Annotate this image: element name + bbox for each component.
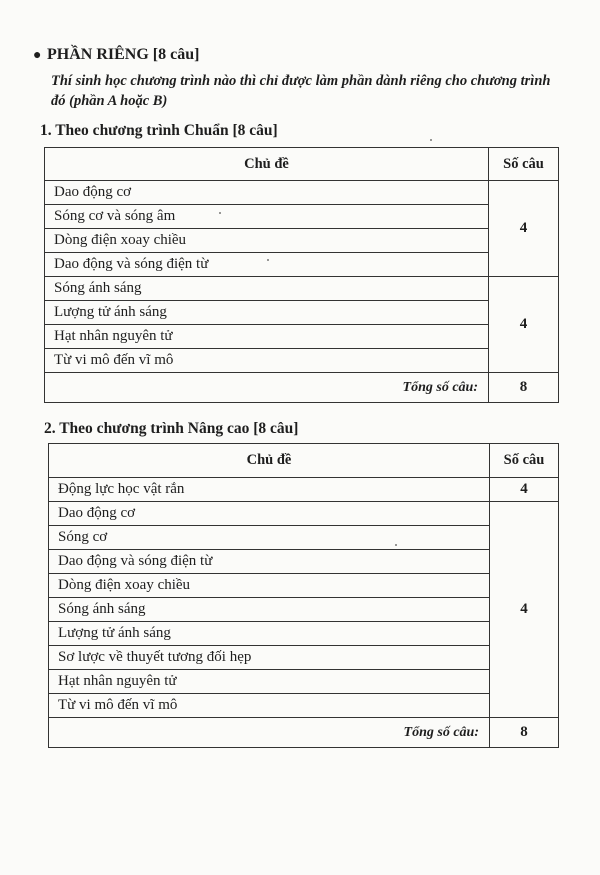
total-value: 8	[489, 373, 559, 403]
topic-cell: Lượng tử ánh sáng	[49, 622, 490, 646]
table-row	[49, 694, 559, 718]
total-row	[45, 373, 559, 403]
standard-program-table	[44, 147, 559, 403]
table-row	[49, 670, 559, 694]
table-row	[45, 205, 559, 229]
table-header-row	[49, 444, 559, 478]
count-cell: 4	[490, 478, 559, 502]
table-row	[49, 622, 559, 646]
total-row	[49, 718, 559, 748]
topic-cell: Từ vi mô đến vĩ mô	[49, 694, 490, 718]
topic-cell: Sóng ánh sáng	[45, 277, 489, 301]
table-row	[49, 478, 559, 502]
table-row	[45, 181, 559, 205]
topic-cell: Sóng ánh sáng	[49, 598, 490, 622]
topic-cell: Hạt nhân nguyên tử	[49, 670, 490, 694]
topic-cell: Lượng tử ánh sáng	[45, 301, 489, 325]
count-cell: 4	[490, 502, 559, 718]
table-row	[45, 301, 559, 325]
count-cell: 4	[489, 181, 559, 277]
section-heading	[33, 46, 199, 64]
table-row	[49, 502, 559, 526]
table-row	[49, 574, 559, 598]
total-label: Tổng số câu:	[45, 373, 489, 403]
table-row	[45, 349, 559, 373]
table-row	[49, 646, 559, 670]
col-header-count: Số câu	[489, 148, 559, 181]
advanced-program-title: 2. Theo chương trình Nâng cao [8 câu]	[44, 420, 299, 437]
table-row	[45, 229, 559, 253]
topic-cell: Sóng cơ và sóng âm	[45, 205, 489, 229]
topic-cell: Dao động cơ	[45, 181, 489, 205]
table-row	[49, 550, 559, 574]
topic-cell: Dao động cơ	[49, 502, 490, 526]
section-title: PHẦN RIÊNG [8 câu]	[47, 46, 200, 63]
table-row	[45, 277, 559, 301]
scan-speck	[430, 139, 432, 141]
topic-cell: Từ vi mô đến vĩ mô	[45, 349, 489, 373]
table-row	[45, 253, 559, 277]
col-header-topic: Chủ đề	[49, 444, 490, 478]
topic-cell: Sơ lược về thuyết tương đối hẹp	[49, 646, 490, 670]
scan-speck	[267, 259, 269, 261]
topic-cell: Động lực học vật rắn	[49, 478, 490, 502]
scan-speck	[219, 212, 221, 214]
total-value: 8	[490, 718, 559, 748]
topic-cell: Dòng điện xoay chiều	[49, 574, 490, 598]
scan-speck	[395, 544, 397, 546]
table-row	[49, 598, 559, 622]
topic-cell: Dao động và sóng điện từ	[49, 550, 490, 574]
col-header-topic: Chủ đề	[45, 148, 489, 181]
total-label: Tổng số câu:	[49, 718, 490, 748]
bullet-icon: ●	[33, 48, 42, 63]
standard-program-title: 1. Theo chương trình Chuẩn [8 câu]	[40, 122, 278, 139]
count-cell: 4	[489, 277, 559, 373]
table-header-row	[45, 148, 559, 181]
advanced-program-table	[48, 443, 559, 748]
topic-cell: Sóng cơ	[49, 526, 490, 550]
topic-cell: Dòng điện xoay chiều	[45, 229, 489, 253]
table-row	[45, 325, 559, 349]
col-header-count: Số câu	[490, 444, 559, 478]
section-instruction: Thí sinh học chương trình nào thì chỉ được làm phần dành riêng cho chương trình đó (phần A hoặc B)	[51, 73, 551, 109]
topic-cell: Hạt nhân nguyên tử	[45, 325, 489, 349]
table-row	[49, 526, 559, 550]
topic-cell: Dao động và sóng điện từ	[45, 253, 489, 277]
